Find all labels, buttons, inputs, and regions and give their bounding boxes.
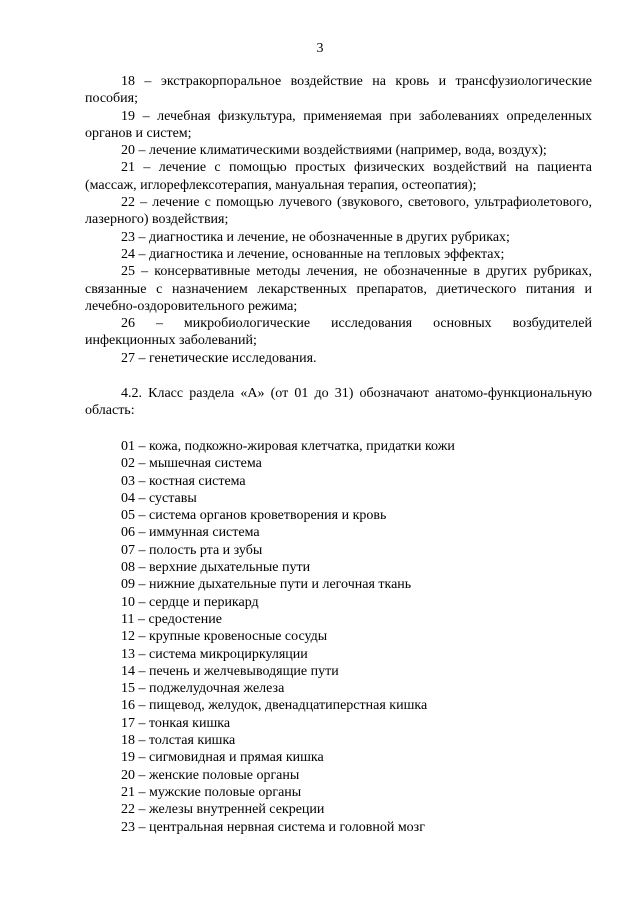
paragraph-item-24: 24 – диагностика и лечение, основанные на тепловых эффектах; bbox=[121, 246, 505, 262]
area-item: 09 – нижние дыхательные пути и легочная ткань bbox=[121, 577, 412, 593]
area-item: 06 – иммунная система bbox=[121, 525, 260, 541]
paragraph-item-27: 27 – генетические исследования. bbox=[121, 350, 317, 366]
area-item: 17 – тонкая кишка bbox=[121, 715, 231, 731]
area-item: 12 – крупные кровеносные сосуды bbox=[121, 629, 328, 645]
procedure-list bbox=[85, 73, 592, 367]
paragraph-item-22: 22 – лечение с помощью лучевого (звукового, светового, ультрафиолетового, лазерного) воздействия; bbox=[85, 195, 592, 228]
area-item: 22 – железы внутренней секреции bbox=[121, 802, 325, 818]
area-item: 02 – мышечная система bbox=[121, 456, 262, 472]
area-item: 01 – кожа, подкожно-жировая клетчатка, придатки кожи bbox=[121, 439, 455, 454]
area-item: 21 – мужские половые органы bbox=[121, 784, 302, 800]
area-item: 05 – система органов кроветворения и кровь bbox=[121, 508, 387, 524]
area-item: 07 – полость рта и зубы bbox=[121, 542, 263, 558]
section-intro-block bbox=[85, 385, 592, 420]
area-item: 23 – центральная нервная система и головной мозг bbox=[121, 819, 425, 835]
area-item: 03 – костная система bbox=[121, 473, 246, 489]
paragraph-item-20: 20 – лечение климатическими воздействиями (например, вода, воздух); bbox=[121, 143, 547, 159]
section-intro: 4.2. Класс раздела «А» (от 01 до 31) обозначают анатомо-функциональную область: bbox=[85, 386, 592, 419]
area-item: 10 – сердце и перикард bbox=[121, 594, 259, 610]
area-item: 18 – толстая кишка bbox=[121, 733, 236, 749]
area-item: 16 – пищевод, желудок, двенадцатиперстная кишка bbox=[121, 698, 428, 714]
paragraph-item-23: 23 – диагностика и лечение, не обозначенные в других рубриках; bbox=[121, 229, 510, 245]
area-item: 08 – верхние дыхательные пути bbox=[121, 560, 311, 576]
area-item: 11 – средостение bbox=[121, 611, 222, 627]
paragraph-item-19: 19 – лечебная физкультура, применяемая при заболеваниях определенных органов и систем; bbox=[85, 108, 592, 141]
area-item: 14 – печень и желчевыводящие пути bbox=[121, 663, 339, 679]
paragraph-item-25: 25 – консервативные методы лечения, не обозначенные в других рубриках, связанные с назначением лекарственных препаратов, диетического питания и лечебно-оздоровительного режима; bbox=[85, 264, 592, 314]
area-item: 20 – женские половые органы bbox=[121, 767, 300, 783]
area-item: 15 – поджелудочная железа bbox=[121, 681, 285, 697]
area-item: 13 – система микроциркуляции bbox=[121, 646, 308, 662]
paragraph-item-26: 26 – микробиологические исследования основных возбудителей инфекционных заболеваний; bbox=[85, 316, 592, 349]
area-item: 04 – суставы bbox=[121, 490, 197, 506]
area-item: 19 – сигмовидная и прямая кишка bbox=[121, 750, 324, 766]
paragraph-item-18: 18 – экстракорпоральное воздействие на кровь и трансфузиологические пособия; bbox=[85, 74, 592, 107]
anatomic-area-list bbox=[121, 438, 591, 836]
paragraph-item-21: 21 – лечение с помощью простых физических воздействий на пациента (массаж, иглорефлексотерапия, мануальная терапия, остеопатия); bbox=[85, 160, 592, 193]
page-number: 3 bbox=[316, 41, 324, 56]
